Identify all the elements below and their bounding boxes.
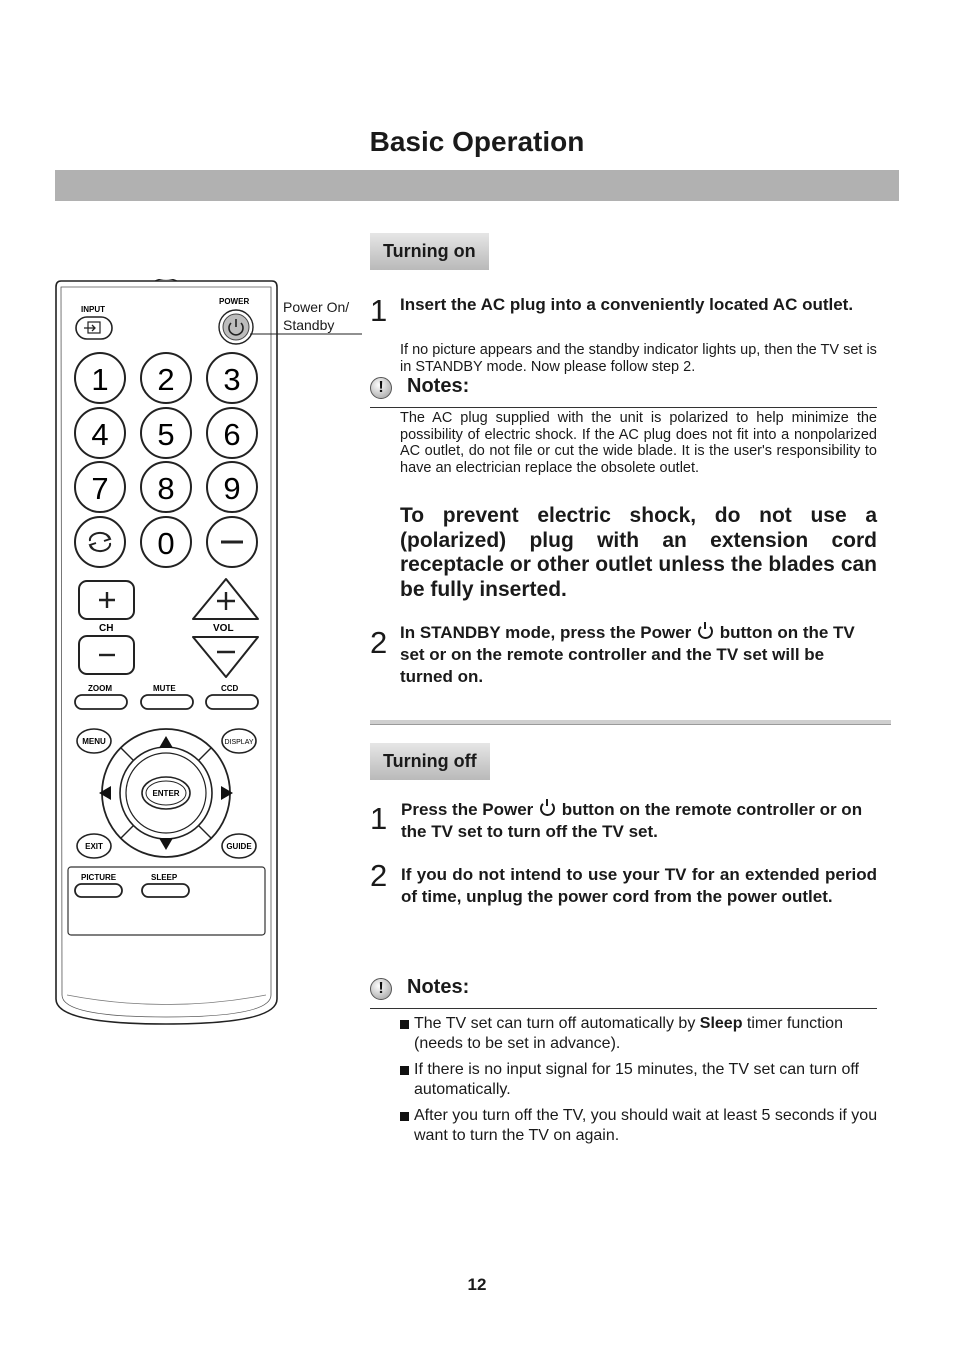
turning-off-step-1 xyxy=(401,799,878,843)
remote-control-illustration xyxy=(55,279,278,1028)
step-number: 2 xyxy=(370,858,388,893)
channel-label: CH xyxy=(99,623,114,634)
turning-on-step-2 xyxy=(400,622,877,688)
menu-button[interactable] xyxy=(77,729,111,753)
power-icon xyxy=(540,801,555,816)
digit-label: 8 xyxy=(157,471,175,506)
input-button[interactable] xyxy=(76,317,112,339)
step-number: 1 xyxy=(370,293,388,328)
power-label: POWER xyxy=(219,297,250,306)
page-number: 12 xyxy=(467,1275,487,1294)
ccd-label: CCD xyxy=(221,684,239,693)
recall-button[interactable] xyxy=(75,517,125,567)
list-item: If there is no input signal for 15 minutes, the TV set can turn off automatically. xyxy=(400,1060,880,1100)
picture-button[interactable] xyxy=(75,884,122,897)
section-divider xyxy=(370,720,891,725)
display-button[interactable] xyxy=(222,729,256,753)
digit-button[interactable] xyxy=(207,408,257,458)
title-band xyxy=(55,170,899,201)
ccd-button[interactable] xyxy=(206,695,258,709)
mute-button[interactable] xyxy=(141,695,193,709)
turning-off-heading: Turning off xyxy=(370,743,490,780)
digit-button[interactable] xyxy=(75,462,125,512)
digit-button[interactable] xyxy=(141,462,191,512)
list-item: After you turn off the TV, you should wait at least 5 seconds if you want to turn the TV on again. xyxy=(400,1106,880,1146)
digit-button[interactable] xyxy=(75,408,125,458)
digit-button[interactable] xyxy=(75,353,125,403)
guide-button[interactable] xyxy=(222,834,256,858)
digit-button[interactable] xyxy=(141,517,191,567)
channel-down-button[interactable] xyxy=(79,636,134,674)
step-number: 1 xyxy=(370,801,388,836)
exit-button[interactable] xyxy=(77,834,111,858)
dash-button[interactable] xyxy=(207,517,257,567)
digit-label: 1 xyxy=(91,362,109,397)
digit-button[interactable] xyxy=(141,353,191,403)
bullet-text-end: timer function (needs to be set in advance). xyxy=(414,1015,843,1052)
volume-label: VOL xyxy=(213,623,234,634)
digit-button[interactable] xyxy=(207,353,257,403)
enter-label: ENTER xyxy=(152,789,180,798)
power-button[interactable] xyxy=(219,310,253,344)
notes-heading xyxy=(370,375,877,401)
sleep-keyword: Sleep xyxy=(699,1015,743,1032)
step-2-text-end: button on the TV set or on the remote controller and the TV set will be turned on. xyxy=(400,623,855,686)
list-item xyxy=(400,1014,880,1054)
digit-label: 4 xyxy=(91,417,109,452)
page-title: Basic Operation xyxy=(369,126,585,157)
sleep-button[interactable] xyxy=(142,884,189,897)
enter-button[interactable] xyxy=(142,777,190,809)
channel-up-button[interactable] xyxy=(79,581,134,619)
digit-button[interactable] xyxy=(207,462,257,512)
turning-on-step-1-note: If no picture appears and the standby indicator lights up, then the TV set is in STANDBY mode. Now please follow step 2. xyxy=(400,342,877,375)
shock-warning: To prevent electric shock, do not use a (polarized) plug with an extension cord receptacle or other outlet unless the blades can be fully inserted. xyxy=(400,504,877,601)
notes-rule xyxy=(370,1008,877,1009)
callout-line-2: Standby xyxy=(283,317,335,333)
zoom-label: ZOOM xyxy=(88,684,112,693)
picture-label: PICTURE xyxy=(81,873,117,882)
turning-on-notes-text: The AC plug supplied with the unit is polarized to help minimize the possibility of electric shock. If the AC plug does not fit into a nonpolarized AC outlet, do not file or cut the wide blade. It is the user's responsibility to have an electrician replace the obsolete outlet. xyxy=(400,410,877,476)
digit-label: 5 xyxy=(157,417,175,452)
step-2-text-start: In STANDBY mode, press the Power xyxy=(400,623,692,642)
exit-label: EXIT xyxy=(85,842,103,851)
power-callout xyxy=(283,298,349,334)
digit-label: 6 xyxy=(223,417,241,452)
turning-off-step-2: If you do not intend to use your TV for an extended period of time, unplug the power cord from the power outlet. xyxy=(401,865,877,906)
turning-on-step-1: Insert the AC plug into a conveniently located AC outlet. xyxy=(400,295,854,314)
bullet-text-start: The TV set can turn off automatically by xyxy=(414,1015,696,1032)
callout-line-1: Power On/ xyxy=(283,299,350,315)
warning-icon xyxy=(370,377,392,399)
sleep-label: SLEEP xyxy=(151,873,178,882)
notes-label: Notes: xyxy=(407,375,470,397)
notes-heading xyxy=(370,976,877,1002)
step-1-text-end: button on the remote controller or on the TV set to turn off the TV set. xyxy=(401,800,863,841)
guide-label: GUIDE xyxy=(226,842,252,851)
digit-label: 2 xyxy=(157,362,175,397)
power-icon xyxy=(698,624,713,639)
turning-off-notes-list xyxy=(400,1014,880,1146)
mute-label: MUTE xyxy=(153,684,176,693)
display-label: DISPLAY xyxy=(224,739,254,746)
digit-label: 0 xyxy=(157,526,175,561)
digit-label: 7 xyxy=(91,471,109,506)
menu-label: MENU xyxy=(82,737,106,746)
step-number: 2 xyxy=(370,625,388,660)
turning-on-heading: Turning on xyxy=(370,233,489,270)
warning-icon xyxy=(370,978,392,1000)
callout-leader-line xyxy=(250,330,364,338)
digit-label: 3 xyxy=(223,362,241,397)
input-label: INPUT xyxy=(81,305,105,314)
zoom-button[interactable] xyxy=(75,695,127,709)
step-1-text-start: Press the Power xyxy=(401,800,534,819)
notes-label: Notes: xyxy=(407,976,470,998)
digit-label: 9 xyxy=(223,471,241,506)
digit-button[interactable] xyxy=(141,408,191,458)
notes-rule xyxy=(370,407,877,408)
